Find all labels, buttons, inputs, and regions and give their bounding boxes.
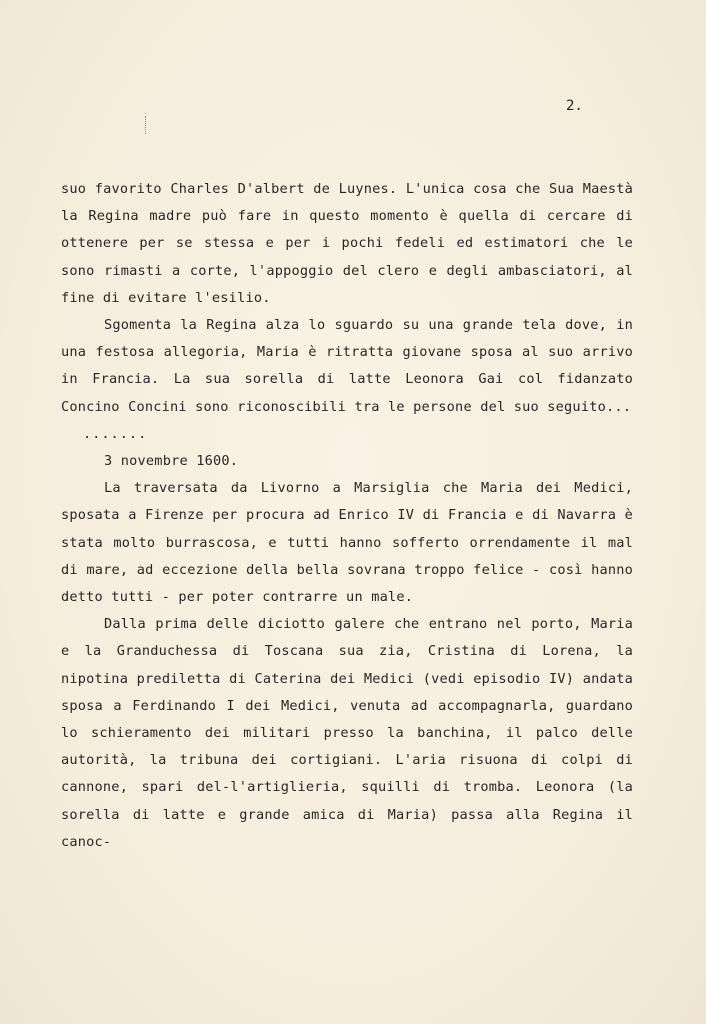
page-number: 2. [566,98,583,114]
paragraph-sgomenta: Sgomenta la Regina alza lo sguardo su una grande tela dove, in una festosa allegoria, Maria è ritratta giovane sposa al suo arrivo in Francia. La sua sorella di latte Leonora Gai col fidanzato Concino Concini sono riconoscibili tra le persone del suo seguito... [61,317,633,415]
section-separator: ....... [83,425,148,442]
margin-mark [145,116,147,134]
paragraph-traversata: La traversata da Livorno a Marsiglia che Maria dei Medici, sposata a Firenze per procura ad Enrico IV di Francia e di Navarra è stata molto burrascosa, e tutti hanno sofferto orrendamente il mal di mare, ad eccezione della bella sovrana troppo felice - così hanno detto tutti - per poter contrarre un male. [61,480,633,606]
body-text [61,176,633,856]
paragraph-galere: Dalla prima delle diciotto galere che entrano nel porto, Maria e la Granduchessa di Toscana sua zia, Cristina di Lorena, la nipotina prediletta di Caterina dei Medici (vedi episodio IV) andata sposa a Ferdinando I dei Medici, venuta ad accompagnarla, guardano lo schieramento dei militari presso la banchina, il palco delle autorità, la tribuna dei cortigiani. L'aria risuona di colpi di cannone, spari del-l'artiglieria, squilli di tromba. Leonora (la sorella di latte e grande amica di Maria) passa alla Regina il canoc- [61,616,633,850]
date-heading: 3 novembre 1600. [104,453,239,470]
paragraph-continuation: suo favorito Charles D'albert de Luynes. L'unica cosa che Sua Maestà la Regina madre può fare in questo momento è quella di cercare di ottenere per se stessa e per i pochi fedeli ed estimatori che le sono rimasti a corte, l'appoggio del clero e degli ambasciatori, al fine di evitare l'esilio. [61,181,633,306]
